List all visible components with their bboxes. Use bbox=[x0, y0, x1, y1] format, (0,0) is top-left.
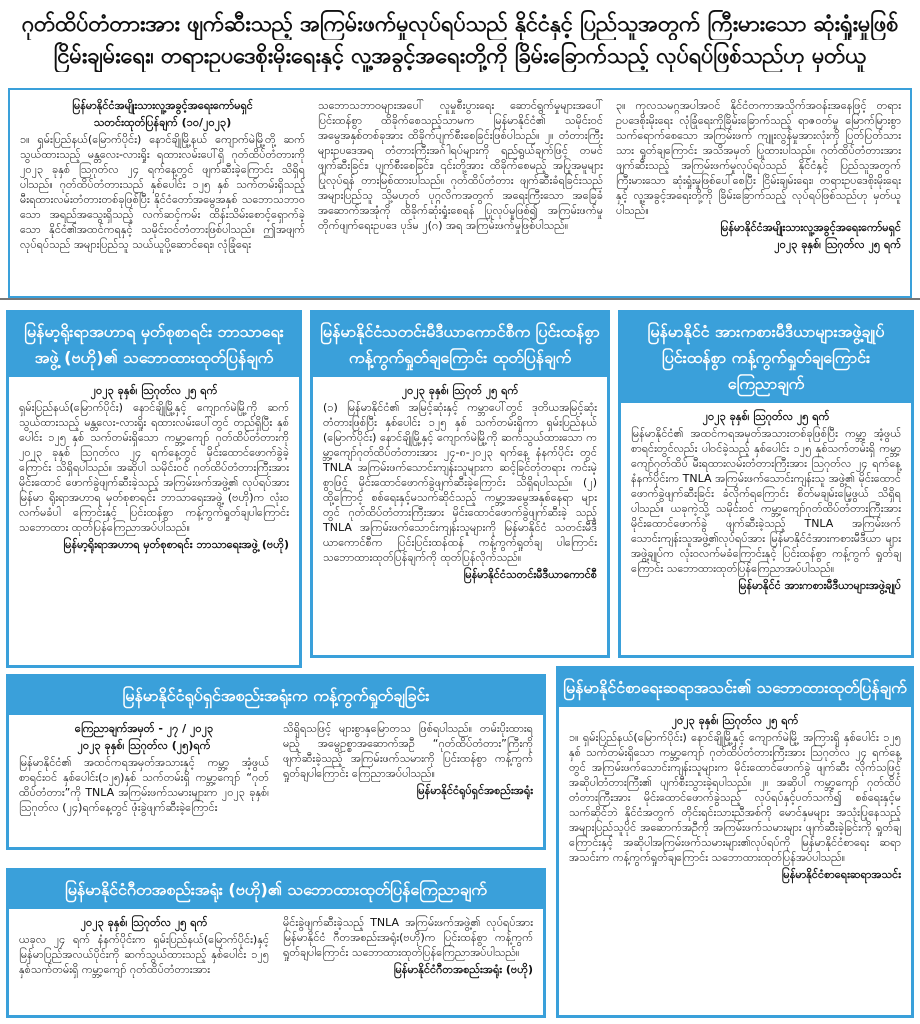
statement-3-signature: မြန်မာနိုင်ငံ အားကစားမီဒီယာများအဖွဲ့ချုပ် bbox=[738, 579, 901, 592]
top-article-date: ၂၀၂၃ ခုနှစ်၊ ဩဂုတ်လ ၂၅ ရက် bbox=[774, 238, 901, 251]
statement-6-date: ၂၀၂၃ ခုနှစ်၊ ဩဂုတ်လ ၂၅ ရက် bbox=[80, 916, 208, 929]
top-article-column-1 bbox=[20, 98, 305, 254]
statement-5-body: ၁။ ရှမ်းပြည်နယ်(မြောက်ပိုင်း) နောင်ချိုမြို့နှင့် ကျောက်မဲမြို့ အကြားရှိ နှစ်ပေါင်း ၁၂၅ နှစ် သက်တမ်းရှိသော ကမ္ဘာ့ကျော် ဂုတ်ထိပ်တံတားကြီးအား ဩဂုတ်လ ၂၄ ရက်နေ့တွင် အကြမ်းဖက်သောင်းကျန်းသူများက မိုင်းထောင်ဖောက်ခွဲ ဖျက်ဆီး လိုက်သဖြင့် အဆိုပါတံတားကြီး၏ ပျက်စီးသွားခဲ့ရပါသည်။ ၂။ အဆိုပါ ကမ္ဘာ့ကျော် ဂုတ်ထိပ်တံတားကြီးအား မိုင်းထောင်ဖောက်ခွဲသည့် လုပ်ရပ်နှင့်ပတ်သက်၍ စစ်ရေးနှင့်မသက်ဆိုင်ဘဲ နိုင်ငံအတွက် တိုင်းရင်းသားညီအစ်ကို မောင်နှမများ အသုံးပြုနေသည့် အများပြည်သူပိုင် အဆောက်အဦကို အကြမ်းဖက်သမားများ ဖျက်ဆီးခဲ့ခြင်းကို ရှုတ်ချကြောင်းနှင့် အဆိုပါအကြမ်းဖက်သမားများ၏လုပ်ရပ်ကို မြန်မာနိုင်ငံစာရေး ဆရာအသင်းက ကန့်ကွက်ရှုတ်ချကြောင်း သဘောထားထုတ်ပြန်အပ်ပါသည်။ bbox=[569, 731, 901, 864]
statement-1-title: မြန်မာ့ရိုးရာအဟာရ မှတ်စုစာရင်း ဘာသာရေးအဖွဲ့ (ဗဟို)၏ သဘောထားထုတ်ပြန်ချက် bbox=[9, 313, 299, 377]
statement-6-title: မြန်မာနိုင်ငံဂီတအစည်းအရုံး (ဗဟို)၏ သဘောထားထုတ်ပြန်ကြေညာချက် bbox=[9, 871, 543, 909]
statement-1-date: ၂၀၂၃ ခုနှစ်၊ ဩဂုတ်လ ၂၅ ရက် bbox=[90, 384, 218, 397]
headline-line-1: ဂုတ်ထိပ်တံတားအား ဖျက်ဆီးသည့် အကြမ်းဖက်မှုလုပ်ရပ်သည် နိုင်ငံနှင့် ပြည်သူအတွက် ကြီးမားသော ဆုံးရှုံးမှုဖြစ် bbox=[21, 11, 899, 37]
statement-4-body-1: မြန်မာနိုင်ငံ၏ အထင်ကရအမှတ်အသားနှင့် ကမ္ဘာ့ အံ့ဖွယ်စာရင်း၀င် နှစ်ပေါင်း(၁၂၅)နှစ် သက်တမ်းရှိ ကမ္ဘာ့ကျော် “ဂုတ်ထိပ်တံတား”ကို TNLA အကြမ်းဖက်သမားများက ၂၀၂၃ ခုနှစ်၊ ဩဂုတ်လ (၂၄)ရက်နေ့တွင် ဖုံးခွဲဖျက်ဆီးခဲ့ကြောင်း bbox=[19, 756, 269, 814]
headline-line-2: ငြိမ်းချမ်းရေး၊ တရားဥပဒေစိုးမိုးရေးနှင့် လူ့အခွင့်အရေးတို့ကို ခြိမ်းခြောက်သည့် လုပ်ရပ်ဖြစ်သည်ဟု မှတ်ယူ bbox=[53, 43, 867, 69]
top-article-signature: မြန်မာနိုင်ငံအမျိုးသားလူ့အခွင့်အရေးကော်မရှင် bbox=[720, 221, 901, 234]
statement-2-body: (၁) မြန်မာနိုင်ငံ၏ အမြင့်ဆုံးနှင့် ကမ္ဘာပေါ်တွင် ဒုတိယအမြင့်ဆုံး တံတားဖြစ်ပြီး နှစ်ပေါင်း ၁၂၅ နှစ် သက်တမ်းရှိကာ ရှမ်းပြည်နယ် (မြောက်ပိုင်း) နောင်ချိုမြို့နှင့် ကျောက်မဲမြို့ကို ဆက်သွယ်ထားသော ကမ္ဘာ့ကျော်ဂုတ်ထိပ်တံတားအား ၂၄-၈-၂၀၂၃ ရက်နေ့ နံနက်ပိုင်း တွင် TNLA အကြမ်းဖက်သောင်းကျန်းသူများက ဆင့်ခြင်တုံတရား ကင်းမဲ့စွာဖြင့် မိုင်းထောင်ဖောက်ခွဲဖျက်ဆီးခဲ့ကြောင်း သိရှိရပါသည်။ (၂) ထို့ကြောင့် စစ်ရေးနှင့်မသက်ဆိုင်သည့် ကမ္ဘာ့အမွေအနှစ်နေရာ များတွင် ဂုတ်ထိပ်တံတားကြီးအား မိုင်းထောင်ဖောက်ခွဲဖျက်ဆီးခဲ့ သည့် TNLA အကြမ်းဖက်သောင်းကျန်းသူများကို မြန်မာနိုင်ငံ သတင်းမီဒီယာကောင်စီက ပြင်းပြင်းထန်ထန် ကန့်ကွက်ရှုတ်ချ ပါကြောင်း သဘောထားထုတ်ပြန်ချက်ကို ထုတ်ပြန်လိုက်သည်။ bbox=[323, 401, 597, 564]
statement-3-date: ၂၀၂၃ ခုနှစ်၊ ဩဂုတ်လ ၂၅ ရက် bbox=[702, 410, 830, 423]
statement-5-title: မြန်မာနိုင်ငံစာရေးဆရာအသင်း၏ သဘောထားထုတ်ပြန်ချက် bbox=[559, 669, 911, 707]
statement-5-date: ၂၀၂၃ ခုနှစ်၊ ဩဂုတ်လ ၂၅ ရက် bbox=[671, 714, 799, 727]
statement-box-3 bbox=[618, 310, 914, 658]
statement-2-title: မြန်မာနိုင်ငံသတင်းမီဒီယာကောင်စီက ပြင်းထန်စွာ ကန့်ကွက်ရှုတ်ချကြောင်း ထုတ်ပြန်ချက် bbox=[313, 313, 607, 377]
section-divider bbox=[0, 298, 920, 300]
statement-6-body-1: ယခုလ ၂၄ ရက် နံနက်ပိုင်းက ရှမ်းပြည်နယ်(မြောက်ပိုင်း)နှင့် မြန်မာပြည်အလယ်ပိုင်းကို ဆက်သွယ်ထားသည့် နှစ်ပေါင်း ၁၂၅ နှစ်သက်တမ်းရှိ ကမ္ဘာ့ကျော် ဂုတ်ထိပ်တံတားအား bbox=[19, 933, 269, 976]
statement-4-title: မြန်မာနိုင်ငံရုပ်ရှင်အစည်းအရုံးက ကန့်ကွက်ရှုတ်ချခြင်း bbox=[9, 677, 543, 715]
statement-box-6 bbox=[6, 868, 546, 1018]
top-article-column-2 bbox=[318, 98, 603, 235]
top-article-text-1: ၁။ ရှမ်းပြည်နယ်(မြောက်ပိုင်း) နောင်ချိုမြို့နယ် ကျောက်မဲမြို့တို့ ဆက်သွယ်ထားသည့် မန္တလေး-လားရှိုး ရထားလမ်းပေါ်ရှိ ဂုတ်ထိပ်တံတားကို ၂၀၂၃ ခုနှစ် ဩဂုတ်လ ၂၄ ရက်နေ့တွင် ဖျက်ဆီးခဲ့ကြောင်း သိရှိရပါသည်။ ဂုတ်ထိပ်တံတားသည် နှစ်ပေါင်း ၁၂၅ နှစ် သက်တမ်းရှိသည့် မီးရထားလမ်းတံတားတစ်ခုဖြစ်ပြီး နိုင်ငံတော်အမွေအနှစ် သဘောသဘာဝသော အရည်အသွေးရှိသည့် လက်ဆင့်ကမ်း ထိန်းသိမ်းစောင့်ရှောက်ခဲ့သော နိုင်ငံ၏အထင်ကရနှင့် သမိုင်းဝင်တံတားဖြစ်ပါသည်။ ဤအဖျက် လုပ်ရပ်သည် အများပြည်သူ သယ်ယူပို့ဆောင်ရေး၊ လုံခြုံရေး bbox=[20, 133, 305, 251]
statement-4-body-2: သိရှိရသဖြင့် များစွာနှမြောတသ ဖြစ်ရပါသည်။ တမ်းပိုးထားရမည့် အမွေဥစ္စာအဆောက်အဦ “ဂုတ်ထိပ်တံတား”ကြီးကို ဖျက်ဆီးခဲ့သည့် အကြမ်းဖက်သမားကို ပြင်းထန်စွာ ကန့်ကွက်ရှုတ်ချပါကြောင်း ကြေညာအပ်ပါသည်။ bbox=[283, 722, 533, 780]
top-article-column-3 bbox=[616, 98, 901, 254]
statement-1-signature: မြန်မာ့ရိုးရာအဟာရ မှတ်စုစာရင်း ဘာသာရေးအဖွဲ့ (ဗဟို) bbox=[63, 538, 289, 551]
statement-box-5 bbox=[556, 666, 914, 1018]
top-article-text-3: ၃။ ကုလသမဂ္ဂအပါအဝင် နိုင်ငံတကာအသိုက်အဝန်းအနေဖြင့် တရားဥပဒေစိုးမိုးရေး လုံခြုံရေးကိုခြိမ်းခြောက်သည့် ရာဇဝတ်မှု မြောက်မြားစွာ သက်ရောက်စေသော အကြမ်းဖက် ကျူးလွန်မှုအားလုံးကို ပြတ်ပြတ်သားသား ရှုတ်ချကြောင်း အသိအမှတ် ပြုထားပါသည်။ ဂုတ်ထိပ်တံတားအား ဖျက်ဆီးသည့် အကြမ်းဖက်မှုလုပ်ရပ်သည် နိုင်ငံနှင့် ပြည်သူအတွက် ကြီးမားသော ဆုံးရှုံးမှုဖြစ်ပေါ်စေပြီး ငြိမ်းချမ်းရေး၊ တရားဥပဒေစိုးမိုးရေးနှင့် လူ့အခွင့်အရေးတို့ကို ခြိမ်းခြောက်သည့် လုပ်ရပ်ဖြစ်သည်ဟု မှတ်ယူပါသည်။ bbox=[616, 99, 901, 217]
statement-1-body: ရှမ်းပြည်နယ်(မြောက်ပိုင်း) နောင်ချိုမြို့နှင့် ကျောက်မဲမြို့ကို ဆက်သွယ်ထားသည့် မန္တလေး-လားရှိုး ရထားလမ်းပေါ်တွင် တည်ရှိပြီး နှစ်ပေါင်း ၁၂၅ နှစ် သက်တမ်းရှိသော ကမ္ဘာ့ကျော် ဂုတ်ထိပ်တံတားကို ၂၀၂၃ ခုနှစ် ဩဂုတ်လ ၂၄ ရက်နေ့တွင် မိုင်းထောင်ဖောက်ခွဲခဲ့ကြောင်း သိရှိရပါသည်။ အဆိုပါ သမိုင်းဝင် ဂုတ်ထိပ်တံတားကြီးအား မိုင်းထောင် ဖောက်ခွဲဖျက်ဆီးခဲ့သည့် အကြမ်းဖက်အဖွဲ့၏ လုပ်ရပ်အား မြန်မာ ရိုးရာအဟာရ မှတ်စုစာရင်း ဘာသာရေးအဖွဲ့ (ဗဟို)က လုံးဝလက်မခံပါ ကြောင်းနှင့် ပြင်းထန်စွာ ကန့်ကွက်ရှုတ်ချပါကြောင်း သဘောထား ထုတ်ပြန်ကြေညာအပ်ပါသည်။ bbox=[19, 401, 289, 534]
statement-box-1 bbox=[6, 310, 302, 668]
statement-3-body: မြန်မာနိုင်ငံ၏ အထင်ကရအမှတ်အသားတစ်ခုဖြစ်ပြီး ကမ္ဘာ့ အံ့ဖွယ်စာရင်းတွင်လည်း ပါဝင်ခဲ့သည့် နှစ်ပေါင်း ၁၂၅ နှစ်သက်တမ်းရှိ ကမ္ဘာ့ကျော်ဂုတ်ထိပ် မီးရထားလမ်းတံတားကြီးအား ဩဂုတ်လ ၂၄ ရက်နေ့ နံနက်ပိုင်းက TNLA အကြမ်းဖက်သောင်းကျန်းသူ အဖွဲ့၏ မိုင်းထောင်ဖောက်ခွဲဖျက်ဆီးခြင်း ခံလိုက်ရကြောင်း စိတ်မချမ်းမြေ့ဖွယ် သိရှိရပါသည်။ ယခုကဲ့သို့ သမိုင်းဝင် ကမ္ဘာ့ကျော်ဂုတ်ထိပ်တံတားကြီးအား မိုင်းထောင်ဖောက်ခွဲ ဖျက်ဆီးခဲ့သည့် TNLA အကြမ်းဖက် သောင်းကျန်းသူအဖွဲ့၏လုပ်ရပ်အား မြန်မာနိုင်ငံအားကစားမီဒီယာ များအဖွဲ့ချုပ်က လုံးဝလက်မခံကြောင်းနှင့် ပြင်းထန်စွာ ကန့်ကွက် ရှုတ်ချကြောင်း သဘောထားထုတ်ပြန်ကြေညာအပ်ပါသည်။ bbox=[631, 427, 901, 575]
top-article bbox=[8, 88, 912, 298]
top-article-subheading: သတင်းထုတ်ပြန်ချက် (၁၀/၂၀၂၃) bbox=[93, 116, 232, 129]
statement-box-2 bbox=[310, 310, 610, 658]
statement-3-title: မြန်မာနိုင်ငံ အားကစားမီဒီယာများအဖွဲ့ချုပ် ပြင်းထန်စွာ ကန့်ကွက်ရှုတ်ချကြောင်း ကြေညာချက် bbox=[621, 313, 911, 403]
statement-4-signature: မြန်မာနိုင်ငံရုပ်ရှင်အစည်းအရုံး bbox=[416, 784, 533, 797]
top-article-text-2: သဘောသဘာဝများအပေါ် လူမှုစီးပွားရေး ဆောင်ရွက်မှုများအပေါ် ပြင်းထန်စွာ ထိခိုက်စေသည့်သာမက မြန်မာနိုင်ငံ၏ သမိုင်းဝင် အမွေအနှစ်တစ်ခုအား ထိခိုက်ပျက်စီးစေခြင်းဖြစ်ပါသည်။ ၂။ တံတားကြီးများဥပဒေအရ တံတားကြီးအဂ်ါရပ်များကို ရည်ရွယ်ချက်ဖြင့် တမင်ဖျက်ဆီးခြင်း၊ ပျက်စီးစေခြင်း၊ ၎င်းတို့အား ထိခိုက်စေမည့် အပြုအမူများပြုလုပ်ရန် တားမြစ်ထားပါသည်။ ဂုတ်ထိပ်တံတား ဖျက်ဆီးခံရခြင်းသည် အများပြည်သူ သို့မဟုတ် ပုဂ္ဂလိကအတွက် အရေးကြီးသော အခြေခံ အဆောက်အအုံကို ထိခိုက်ဆုံးရှုံးစေရန် ပြုလုပ်မှုဖြစ်၍ အကြမ်းဖက်မှု တိုက်ဖျက်ရေးဥပဒေ ပုဒ်မ ၂(ဂ) အရ အကြမ်းဖက်မှုဖြစ်ပါသည်။ bbox=[318, 99, 603, 232]
statement-4-date: ၂၀၂၃ ခုနှစ်၊ ဩဂုတ်လ (၂၅)ရက် bbox=[77, 739, 211, 752]
statement-4-number: ကြေညာချက်အမှတ် - ၂၇ / ၂၀၂၃ bbox=[74, 722, 214, 735]
statement-5-signature: မြန်မာနိုင်ငံစာရေးဆရာအသင်း bbox=[781, 868, 901, 881]
statement-2-date: ၂၀၂၃ ခုနှစ်၊ ဩဂုတ် ၂၅ ရက် bbox=[401, 384, 519, 397]
top-article-heading: မြန်မာနိုင်ငံအမျိုးသားလူ့အခွင့်အရေးကော်မရှင် bbox=[72, 99, 253, 112]
statement-2-signature: မြန်မာနိုင်ငံသတင်းမီဒီယာကောင်စီ bbox=[463, 568, 597, 581]
statement-6-signature: မြန်မာနိုင်ငံဂီတအစည်းအရုံး (ဗဟို) bbox=[393, 963, 533, 976]
statement-box-4 bbox=[6, 674, 546, 850]
headline bbox=[0, 0, 920, 88]
statement-6-body-2: မိုင်းခွဲဖျက်ဆီးခဲ့သည့် TNLA အကြမ်းဖက်အဖွဲ့၏ လုပ်ရပ်အား မြန်မာနိုင်ငံ ဂီတအစည်းအရုံး(ဗဟို)က ပြင်းထန်စွာ ကန့်ကွက် ရှုတ်ချပါကြောင်း သဘောထားထုတ်ပြန်ကြေညာအပ်ပါသည်။ bbox=[283, 916, 533, 959]
